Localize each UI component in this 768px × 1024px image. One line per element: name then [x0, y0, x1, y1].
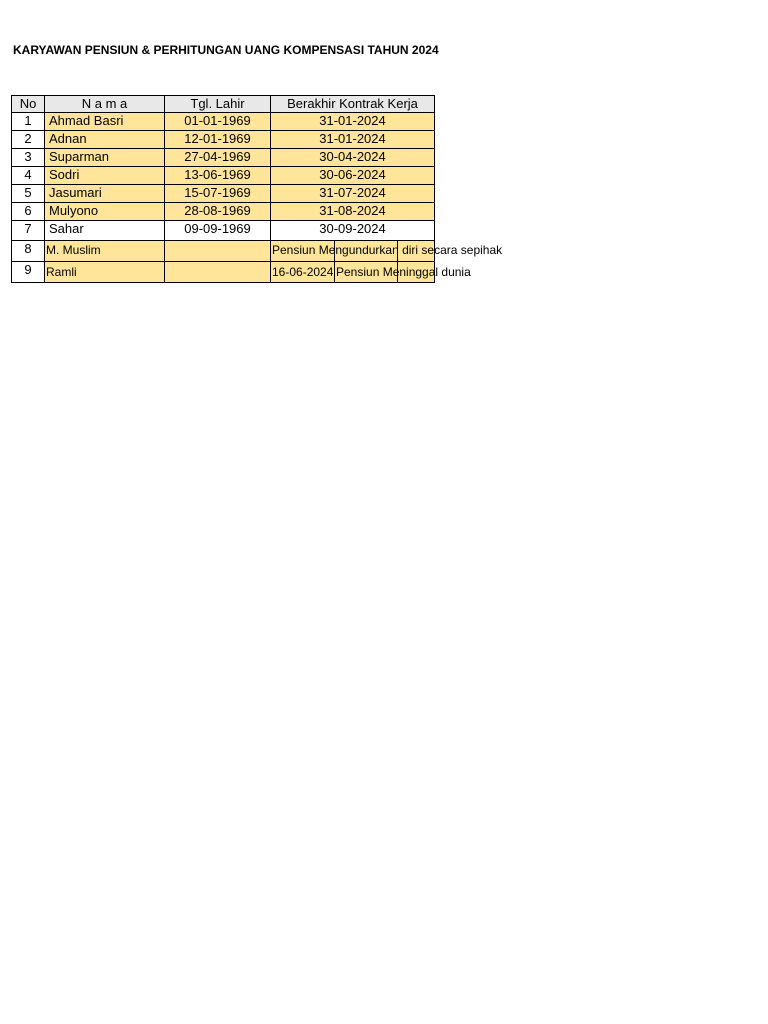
- header-nama: N a m a: [44, 95, 165, 113]
- cell-tgl-lahir: 12-01-1969: [164, 130, 271, 149]
- cell-tgl-lahir-empty: [164, 261, 271, 283]
- header-no: No: [11, 95, 45, 113]
- cell-no: 8: [11, 240, 45, 262]
- cell-no: 4: [11, 166, 45, 185]
- cell-nama: Suparman: [44, 148, 165, 167]
- cell-no: 2: [11, 130, 45, 149]
- cell-no: 9: [11, 261, 45, 283]
- cell-berakhir: 31-01-2024: [270, 130, 435, 149]
- cell-no: 3: [11, 148, 45, 167]
- page-title: KARYAWAN PENSIUN & PERHITUNGAN UANG KOMPENSASI TAHUN 2024: [13, 43, 439, 57]
- cell-nama: M. Muslim: [44, 240, 165, 262]
- cell-nama: Ahmad Basri: [44, 112, 165, 131]
- cell-no: 1: [11, 112, 45, 131]
- cell-no: 5: [11, 184, 45, 203]
- cell-no: 6: [11, 202, 45, 221]
- cell-tgl-lahir: 27-04-1969: [164, 148, 271, 167]
- cell-berakhir: 30-06-2024: [270, 166, 435, 185]
- cell-nama: Sahar: [44, 220, 165, 241]
- header-tgl-lahir: Tgl. Lahir: [164, 95, 271, 113]
- cell-tgl-lahir: 13-06-1969: [164, 166, 271, 185]
- cell-berakhir: 31-07-2024: [270, 184, 435, 203]
- cell-nama: Sodri: [44, 166, 165, 185]
- cell-nama: Ramli: [44, 261, 165, 283]
- cell-date: 16-06-2024: [270, 261, 335, 283]
- cell-tgl-lahir: 01-01-1969: [164, 112, 271, 131]
- note-meninggal-dunia: Pensiun Meninggal dunia: [336, 265, 471, 279]
- cell-tgl-lahir: 28-08-1969: [164, 202, 271, 221]
- cell-tgl-lahir-empty: [164, 240, 271, 262]
- note-mengundurkan-diri: Pensiun Mengundurkan diri secara sepihak: [272, 243, 503, 257]
- cell-berakhir: 31-01-2024: [270, 112, 435, 131]
- cell-no: 7: [11, 220, 45, 241]
- cell-berakhir: 30-09-2024: [270, 220, 435, 241]
- cell-berakhir: 30-04-2024: [270, 148, 435, 167]
- cell-berakhir: 31-08-2024: [270, 202, 435, 221]
- cell-nama: Mulyono: [44, 202, 165, 221]
- header-berakhir-kontrak: Berakhir Kontrak Kerja: [270, 95, 435, 113]
- cell-nama: Jasumari: [44, 184, 165, 203]
- cell-nama: Adnan: [44, 130, 165, 149]
- cell-tgl-lahir: 09-09-1969: [164, 220, 271, 241]
- cell-tgl-lahir: 15-07-1969: [164, 184, 271, 203]
